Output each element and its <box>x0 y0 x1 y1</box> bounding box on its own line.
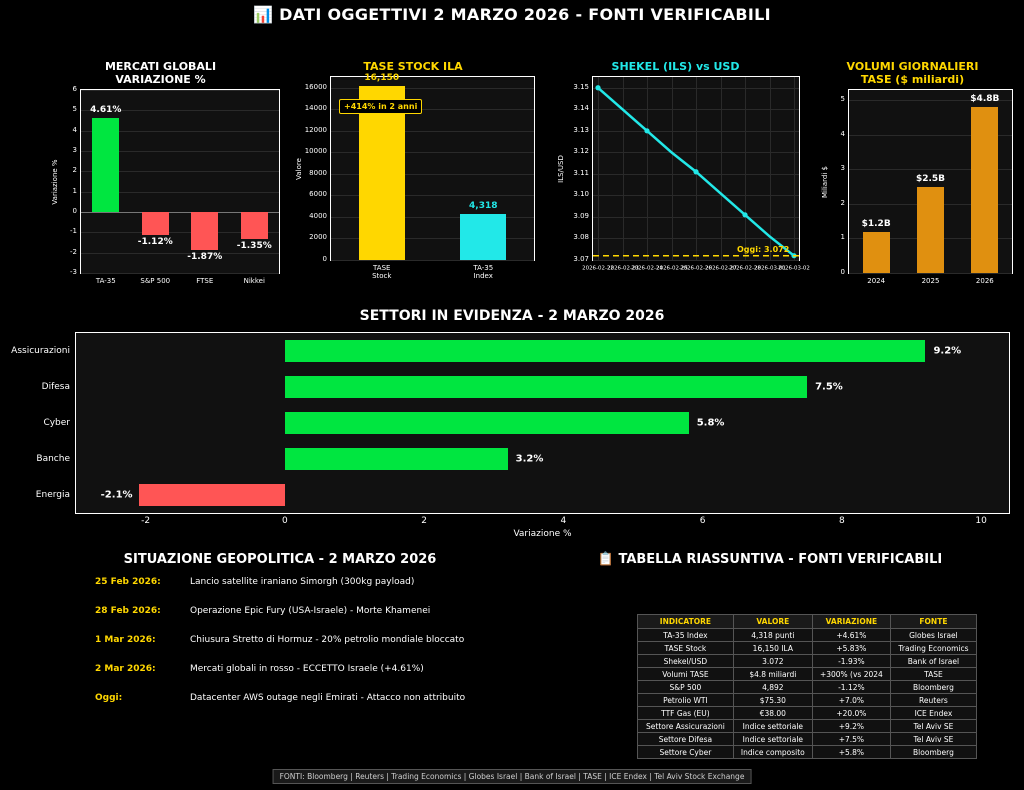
bar-value-label: 4,318 <box>469 200 498 211</box>
sectors-title: SETTORI IN EVIDENZA - 2 MARZO 2026 <box>359 308 665 324</box>
table-cell: Tel Aviv SE <box>890 733 976 746</box>
y-tick-label: 1 <box>840 233 845 242</box>
y-tick-label: 5 <box>840 95 845 104</box>
table-row <box>638 642 977 655</box>
x-tick-label: 2026-02-27 <box>704 264 737 272</box>
bar-value-label: $2.5B <box>915 173 946 184</box>
sector-x-tick: 2 <box>421 516 427 526</box>
summary-table-title: 📋 TABELLA RIASSUNTIVA - FONTI VERIFICABILI <box>597 552 943 567</box>
table-row <box>638 629 977 642</box>
x-tick-label: S&P 500 <box>140 277 171 285</box>
y-tick-label: 3.10 <box>573 190 589 199</box>
table-row <box>638 694 977 707</box>
chart-shekel-usd <box>548 60 810 272</box>
x-tick-label: TA-35 Index <box>473 264 494 280</box>
table-cell: Trading Economics <box>890 642 976 655</box>
table-cell: 4,318 punti <box>733 629 812 642</box>
geo-event-text: Operazione Epic Fury (USA-Israele) - Morte Khamenei <box>190 606 431 616</box>
sector-value-label: 9.2% <box>933 345 962 357</box>
geopolitics-list <box>40 577 520 727</box>
x-tick-label: 2024 <box>867 277 886 285</box>
sector-x-axis-title: Variazione % <box>513 529 572 539</box>
y-tick-label: 4 <box>72 125 77 134</box>
x-tick-label: 2026-02-28 <box>729 264 761 272</box>
bar <box>460 214 506 260</box>
chart3-title: SHEKEL (ILS) vs USD <box>611 60 740 73</box>
y-tick-label: 10000 <box>304 147 327 156</box>
y-tick-label: 4 <box>840 129 845 138</box>
y-tick-label: 3.13 <box>573 125 589 134</box>
y-tick-label: 3.12 <box>573 147 589 156</box>
y-tick-label: 3 <box>840 164 845 173</box>
y-tick-label: -1 <box>70 227 77 236</box>
x-tick-label: 2026-03-02 <box>778 264 810 272</box>
shekel-line-series <box>593 77 799 260</box>
sector-bar <box>285 448 508 470</box>
bar-value-label: $4.8B <box>970 94 1000 105</box>
sector-category-label: Banche <box>36 454 70 464</box>
table-cell: $75.30 <box>733 694 812 707</box>
x-tick-label: 2026-03-01 <box>753 264 786 272</box>
x-tick-label: 2026-02-26 <box>680 264 712 272</box>
chart-tase-stock-ila <box>288 60 538 280</box>
sector-x-tick: -2 <box>141 516 151 526</box>
bar <box>142 212 169 235</box>
x-tick-label: 2026-02-23 <box>606 264 639 272</box>
geopolitics-title: SITUAZIONE GEOPOLITICA - 2 MARZO 2026 <box>123 552 437 567</box>
table-cell: Indice settoriale <box>733 733 812 746</box>
y-tick-label: 4000 <box>309 211 327 220</box>
table-header-cell: FONTE <box>890 615 976 629</box>
table-cell: Globes Israel <box>890 629 976 642</box>
x-tick-label: 2026-02-24 <box>631 264 663 272</box>
table-row <box>638 707 977 720</box>
bar <box>971 107 998 273</box>
table-cell: TASE <box>890 668 976 681</box>
y-tick-label: -3 <box>70 268 77 276</box>
table-cell: Settore Assicurazioni <box>638 720 734 733</box>
y-tick-label: 0 <box>840 268 845 276</box>
table-header-cell: INDICATORE <box>638 615 734 629</box>
table-cell: 4,892 <box>733 681 812 694</box>
y-axis-title: Miliardi $ <box>821 165 829 198</box>
y-tick-label: 3.09 <box>573 211 589 220</box>
bar <box>917 187 944 273</box>
y-axis-title: ILS/USD <box>557 154 565 183</box>
bar-value-label: -1.35% <box>236 241 272 252</box>
sector-x-tick: 8 <box>839 516 845 526</box>
table-cell: Bloomberg <box>890 681 976 694</box>
geo-event-date: Oggi: <box>95 693 123 703</box>
y-tick-label: 12000 <box>304 125 327 134</box>
bar <box>241 212 268 239</box>
table-cell: Shekel/USD <box>638 655 734 668</box>
y-tick-label: 3.08 <box>573 233 589 242</box>
y-tick-label: 16000 <box>304 82 327 91</box>
table-cell: Tel Aviv SE <box>890 720 976 733</box>
y-tick-label: -2 <box>70 247 77 256</box>
table-cell: Volumi TASE <box>638 668 734 681</box>
chart-volumi-tase <box>810 60 1015 285</box>
x-tick-label: 2026 <box>975 277 994 285</box>
table-cell: +5.8% <box>812 746 890 759</box>
table-cell: +20.0% <box>812 707 890 720</box>
sector-value-label: 5.8% <box>696 417 725 429</box>
table-cell: TA-35 Index <box>638 629 734 642</box>
chart2-title: TASE STOCK ILA <box>363 60 463 73</box>
x-tick-label: Nikkei <box>243 277 265 285</box>
y-tick-label: 2000 <box>309 233 327 242</box>
chart1-plot <box>51 85 280 285</box>
bar-value-label: -1.87% <box>187 252 223 263</box>
table-cell: -1.93% <box>812 655 890 668</box>
summary-table <box>637 614 977 759</box>
table-header-row <box>638 615 977 629</box>
sector-bar <box>285 376 807 398</box>
table-cell: Indice composito <box>733 746 812 759</box>
y-tick-label: 3 <box>72 146 77 154</box>
chart4-plot <box>821 89 1013 285</box>
hline-label: Oggi: 3.072 <box>737 244 790 254</box>
geo-event-text: Datacenter AWS outage negli Emirati - Attacco non attribuito <box>190 693 466 703</box>
table-cell: Settore Cyber <box>638 746 734 759</box>
sector-bar <box>139 484 285 506</box>
gridline <box>81 253 279 254</box>
geo-event-date: 2 Mar 2026: <box>95 664 156 674</box>
x-tick-label: 2026-02-22 <box>582 264 614 272</box>
table-row <box>638 655 977 668</box>
geo-event-date: 1 Mar 2026: <box>95 635 156 645</box>
table-row <box>638 720 977 733</box>
table-row <box>638 681 977 694</box>
sector-category-label: Energia <box>35 490 70 500</box>
table-cell: Petrolio WTI <box>638 694 734 707</box>
gridline <box>81 90 279 91</box>
x-tick-label: FTSE <box>196 277 214 285</box>
table-cell: 16,150 ILA <box>733 642 812 655</box>
table-cell: 3.072 <box>733 655 812 668</box>
y-tick-label: 2 <box>840 198 845 207</box>
sector-category-label: Assicurazioni <box>11 346 70 356</box>
bar-value-label: 4.61% <box>90 105 122 116</box>
table-row <box>638 746 977 759</box>
table-header-cell: VARIAZIONE <box>812 615 890 629</box>
gridline <box>81 273 279 274</box>
table-cell: +9.2% <box>812 720 890 733</box>
annotation-tase-growth: +414% in 2 anni <box>339 99 422 114</box>
sector-value-label: 7.5% <box>815 381 843 393</box>
geo-event-text: Mercati globali in rosso - ECCETTO Israele (+4.61%) <box>190 664 424 674</box>
bar-value-label: -1.12% <box>137 236 173 247</box>
y-tick-label: 0 <box>322 255 327 263</box>
y-tick-label: 3.14 <box>573 104 589 113</box>
table-cell: +5.83% <box>812 642 890 655</box>
sector-bar <box>285 340 926 362</box>
y-tick-label: 1 <box>72 186 77 195</box>
table-cell: TTF Gas (EU) <box>638 707 734 720</box>
y-tick-label: 0 <box>72 207 77 215</box>
sector-x-tick: 10 <box>975 516 987 526</box>
bar-value-label: 16,150 <box>364 73 400 84</box>
geo-event-date: 25 Feb 2026: <box>95 577 161 587</box>
table-cell: Settore Difesa <box>638 733 734 746</box>
sources-footer: FONTI: Bloomberg | Reuters | Trading Economics | Globes Israel | Bank of Israel | TASE | ICE Endex | Tel Aviv Stock Exchange <box>273 769 752 784</box>
y-axis-title: Variazione % <box>51 158 59 205</box>
y-tick-label: 5 <box>72 105 77 114</box>
sector-bar <box>285 412 689 434</box>
sector-value-label: 3.2% <box>515 453 544 465</box>
sector-x-tick: 6 <box>699 516 706 526</box>
table-header-cell: VALORE <box>733 615 812 629</box>
bar <box>92 118 119 212</box>
y-tick-label: 3.15 <box>573 82 589 91</box>
page-title: 📊 DATI OGGETTIVI 2 MARZO 2026 - FONTI VERIFICABILI <box>253 5 771 24</box>
table-cell: Indice settoriale <box>733 720 812 733</box>
sector-value-label: -2.1% <box>100 489 133 501</box>
y-tick-label: 3.11 <box>573 168 589 177</box>
table-cell: Bank of Israel <box>890 655 976 668</box>
chart4-title: VOLUMI GIORNALIERI TASE ($ miliardi) <box>846 60 979 86</box>
chart3-plot <box>557 76 810 272</box>
geo-event-text: Chiusura Stretto di Hormuz - 20% petrolio mondiale bloccato <box>190 635 465 645</box>
y-tick-label: 8000 <box>309 168 327 177</box>
gridline <box>331 260 534 261</box>
table-row <box>638 668 977 681</box>
table-body <box>638 629 977 759</box>
y-tick-label: 2 <box>72 166 77 175</box>
gridline <box>849 273 1012 274</box>
x-tick-label: 2025 <box>921 277 940 285</box>
table-cell: €38.00 <box>733 707 812 720</box>
y-tick-label: 6000 <box>309 190 327 199</box>
x-tick-label: TASE Stock <box>372 264 392 280</box>
bar-value-label: $1.2B <box>861 218 891 229</box>
bar <box>191 212 218 250</box>
y-tick-label: 6 <box>72 85 77 93</box>
chart-mercati-globali <box>38 60 283 285</box>
chart2-plot <box>295 73 535 280</box>
sectors-plot <box>11 332 1010 539</box>
chart1-title: MERCATI GLOBALI VARIAZIONE % <box>104 60 217 86</box>
y-axis-title: Valore <box>295 157 303 180</box>
summary-table-section <box>520 552 1020 757</box>
geopolitics-section <box>40 552 520 727</box>
y-tick-label: 3.07 <box>573 255 589 263</box>
y-tick-label: 14000 <box>304 104 327 113</box>
table-cell: +300% (vs 2024 <box>812 668 890 681</box>
geo-event-text: Lancio satellite iraniano Simorgh (300kg payload) <box>190 577 415 587</box>
table-cell: +4.61% <box>812 629 890 642</box>
gridline <box>593 260 799 261</box>
x-tick-label: TA-35 <box>95 277 116 285</box>
table-cell: S&P 500 <box>638 681 734 694</box>
table-cell: Reuters <box>890 694 976 707</box>
sector-x-tick: 0 <box>282 516 288 526</box>
table-cell: -1.12% <box>812 681 890 694</box>
geo-event-date: 28 Feb 2026: <box>95 606 161 616</box>
table-cell: +7.5% <box>812 733 890 746</box>
table-cell: +7.0% <box>812 694 890 707</box>
table-cell: TASE Stock <box>638 642 734 655</box>
chart-settori <box>0 308 1024 558</box>
table-cell: ICE Endex <box>890 707 976 720</box>
table-cell: Bloomberg <box>890 746 976 759</box>
table-cell: $4.8 miliardi <box>733 668 812 681</box>
sector-x-tick: 4 <box>560 516 567 526</box>
x-tick-label: 2026-02-25 <box>655 264 688 272</box>
sector-category-label: Cyber <box>43 418 70 428</box>
table-row <box>638 733 977 746</box>
bar <box>863 232 890 273</box>
sector-category-label: Difesa <box>41 382 70 392</box>
